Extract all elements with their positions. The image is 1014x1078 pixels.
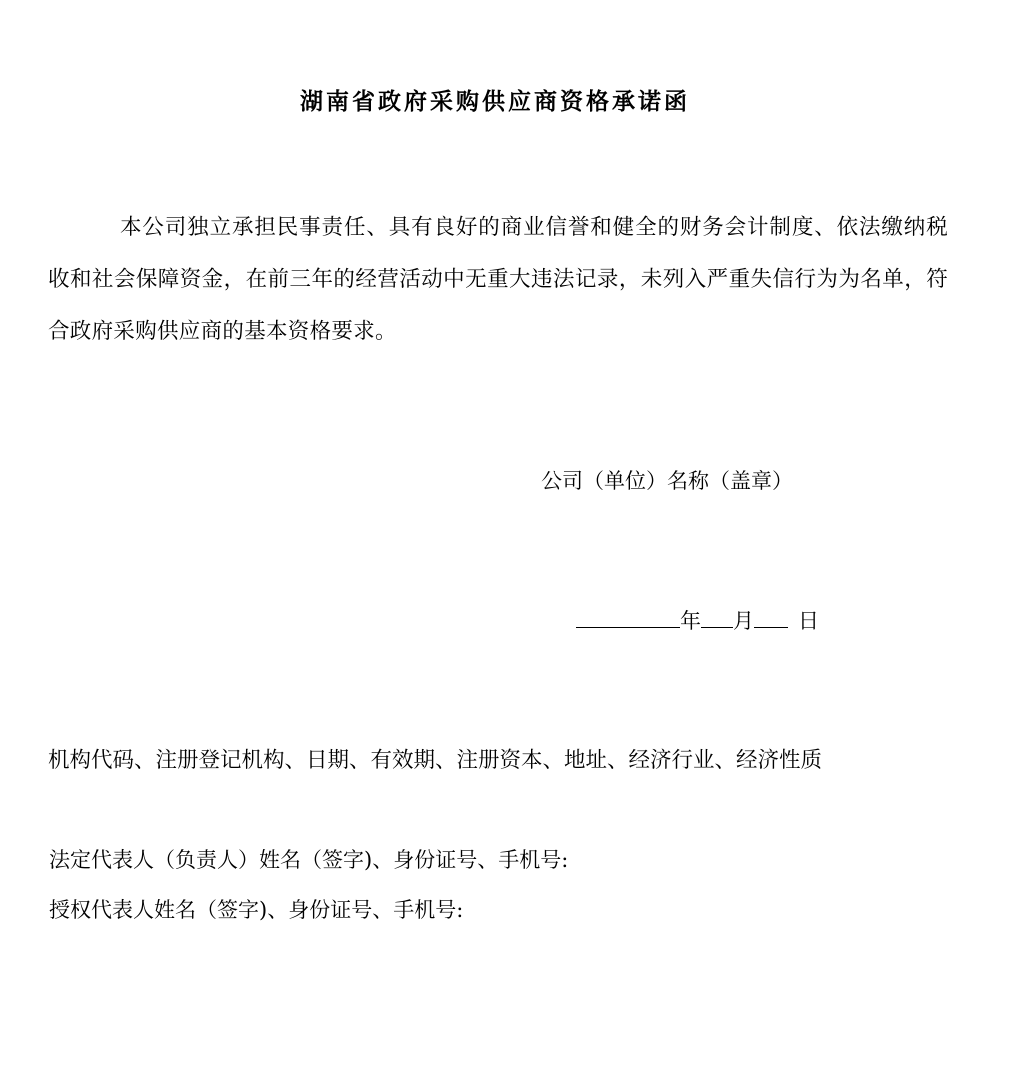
day-blank xyxy=(754,603,788,628)
month-blank xyxy=(701,603,733,628)
organization-info-line: 机构代码、注册登记机构、日期、有效期、注册资本、地址、经济行业、经济性质 xyxy=(48,748,823,773)
commitment-paragraph: 本公司独立承担民事责任、具有良好的商业信誉和健全的财务会计制度、依法缴纳税收和社会保障资金，在前三年的经营活动中无重大违法记录，未列入严重失信行为为名单，符合政府采购供应商的基本资格要求。 xyxy=(48,215,948,344)
document-title: 湖南省政府采购供应商资格承诺函 xyxy=(300,88,690,115)
authorized-representative-line: 授权代表人姓名（签字)、身份证号、手机号: xyxy=(49,898,464,922)
day-label: 日 xyxy=(798,609,819,633)
month-label: 月 xyxy=(733,609,754,633)
company-name-seal-label: 公司（单位）名称（盖章） xyxy=(541,469,793,493)
legal-representative-line: 法定代表人（负责人）姓名（签字)、身份证号、手机号: xyxy=(49,848,569,872)
year-label: 年 xyxy=(680,609,701,633)
year-blank xyxy=(576,603,680,628)
date-line xyxy=(576,603,819,638)
